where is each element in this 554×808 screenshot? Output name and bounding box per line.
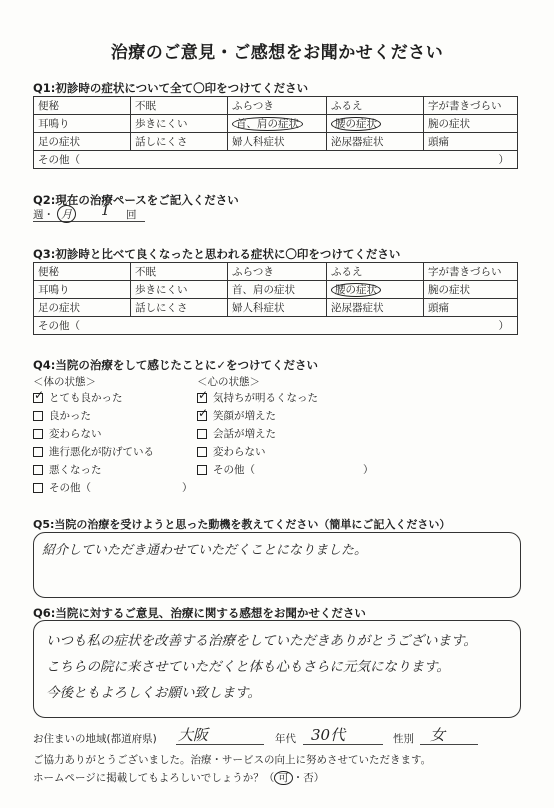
consent-separator: ・ (292, 772, 304, 784)
q1-cell-circled[interactable] (327, 115, 424, 133)
consent-close: ） (313, 772, 325, 784)
q4-mind-title: ＜心の状態＞ (197, 376, 260, 388)
sex-value: 女 (430, 726, 446, 744)
q1-cell[interactable]: 歩きにくい (131, 115, 228, 133)
q4-body-other-close: ） (182, 482, 193, 494)
q4-mind-option[interactable] (197, 426, 276, 441)
q5-answer-box[interactable] (33, 532, 521, 598)
q6-answer-line: こちらの院に来させていただくと体も心もさらに元気になります。 (46, 659, 450, 675)
sex-label: 性別 (393, 733, 414, 745)
q1-cell[interactable]: 字が書きづらい (424, 97, 518, 115)
q6-heading: Q6:当院に対するご意見、治療に関する感想をお聞かせください (33, 606, 366, 620)
q4-body-option[interactable] (33, 444, 154, 459)
q4-mind-label: 変わらない (213, 446, 266, 458)
q4-mind-label: 笑顔が増えた (213, 410, 276, 422)
q4-body-label: 悪くなった (49, 464, 102, 476)
q4-heading: Q4:当院の治療をして感じたことに✓をつけてください (33, 358, 319, 372)
q4-body-option[interactable] (33, 390, 123, 405)
q1-cell[interactable]: 婦人科症状 (228, 133, 327, 151)
q4-body-option[interactable] (33, 408, 91, 423)
q2-week-label: 週・ (33, 209, 54, 221)
checkbox-icon[interactable] (33, 411, 43, 421)
q4-mind-option[interactable] (197, 390, 318, 405)
sex-field[interactable] (420, 724, 478, 745)
q3-cell[interactable]: 泌尿器症状 (327, 299, 424, 317)
age-value: 30代 (311, 726, 346, 744)
q4-body-label: 進行悪化が防げている (49, 446, 154, 458)
q2-pace-field[interactable] (33, 205, 145, 222)
checkbox-icon[interactable] (197, 429, 207, 439)
q1-heading: Q1:初診時の症状について全て〇印をつけてください (33, 81, 309, 95)
checkbox-icon[interactable] (197, 447, 207, 457)
q1-other-label: その他（ (38, 154, 80, 166)
checkbox-icon[interactable] (33, 447, 43, 457)
q2-month-circled: 月 (57, 205, 76, 223)
q1-cell[interactable]: 腕の症状 (424, 115, 518, 133)
q2-heading: Q2:現在の治療ペースをご記入ください (33, 193, 239, 207)
q1-cell[interactable]: 足の症状 (34, 133, 131, 151)
q1-cell-circled[interactable] (228, 115, 327, 133)
q1-circled-neck-shoulder: 首、肩の症状 (232, 117, 303, 131)
q1-cell[interactable]: ふるえ (327, 97, 424, 115)
q4-body-label: その他（ (49, 482, 91, 494)
q4-mind-label: その他（ (213, 464, 255, 476)
q4-body-option[interactable] (33, 426, 102, 441)
q3-cell[interactable]: 耳鳴り (34, 281, 131, 299)
q3-symptom-table (33, 262, 518, 335)
q3-cell[interactable]: 腕の症状 (424, 281, 518, 299)
q5-answer-text: 紹介していただき通わせていただくことになりました。 (42, 543, 368, 558)
q4-body-title: ＜体の状態＞ (33, 376, 96, 388)
q1-cell[interactable]: 不眠 (131, 97, 228, 115)
q3-cell[interactable]: 話しにくさ (131, 299, 228, 317)
q2-count-value: 1 (101, 203, 110, 219)
age-field[interactable] (303, 724, 383, 745)
q3-cell-circled[interactable] (327, 281, 424, 299)
area-field[interactable] (176, 724, 264, 745)
thanks-text: ご協力ありがとうございました。治療・サービスの向上に努めさせていただきます。 (33, 754, 432, 766)
q3-circled-lower-back: 腰の症状 (331, 283, 381, 297)
q1-cell[interactable]: 話しにくさ (131, 133, 228, 151)
q4-mind-option[interactable] (197, 462, 255, 477)
q4-mind-label: 気持ちが明るくなった (213, 392, 318, 404)
q3-cell[interactable]: 婦人科症状 (228, 299, 327, 317)
consent-no[interactable]: 否 (303, 772, 314, 784)
q6-answer-box[interactable] (33, 620, 521, 718)
q3-cell[interactable]: 字が書きづらい (424, 263, 518, 281)
q1-other-row[interactable] (34, 151, 518, 169)
q6-answer-line: 今後ともよろしくお願い致します。 (46, 685, 261, 701)
consent-yes-circled[interactable]: 可 (274, 771, 293, 785)
q3-other-label: その他（ (38, 320, 80, 332)
checkbox-icon[interactable] (33, 483, 43, 493)
checkbox-icon[interactable] (33, 465, 43, 475)
q1-cell[interactable]: ふらつき (228, 97, 327, 115)
q3-cell[interactable]: ふらつき (228, 263, 327, 281)
q1-cell[interactable]: 頭痛 (424, 133, 518, 151)
q3-cell[interactable]: 頭痛 (424, 299, 518, 317)
checkbox-checked-icon[interactable] (197, 411, 207, 421)
q3-other-close: ） (498, 320, 509, 332)
q4-body-label: 良かった (49, 410, 91, 422)
q3-cell[interactable]: 足の症状 (34, 299, 131, 317)
q4-body-option[interactable] (33, 480, 91, 495)
area-label: お住まいの地域(都道府県) (33, 733, 157, 745)
age-label: 年代 (275, 733, 296, 745)
q4-mind-label: 会話が増えた (213, 428, 276, 440)
checkbox-icon[interactable] (33, 429, 43, 439)
q1-other-close: ） (498, 154, 509, 166)
q2-times-label: 回 (126, 209, 137, 221)
q6-answer-line: いつも私の症状を改善する治療をしていただきありがとうございます。 (46, 633, 477, 649)
q1-circled-lower-back: 腰の症状 (331, 117, 381, 131)
q4-mind-option[interactable] (197, 444, 266, 459)
checkbox-checked-icon[interactable] (33, 393, 43, 403)
page-title: 治療のご意見・ご感想をお聞かせください (110, 43, 444, 63)
q4-mind-other-close: ） (363, 464, 374, 476)
q1-cell[interactable]: 泌尿器症状 (327, 133, 424, 151)
q3-cell[interactable]: 歩きにくい (131, 281, 228, 299)
q4-body-option[interactable] (33, 462, 102, 477)
q3-cell[interactable]: 便秘 (34, 263, 131, 281)
q3-cell[interactable]: 首、肩の症状 (228, 281, 327, 299)
q4-mind-option[interactable] (197, 408, 276, 423)
homepage-question: ホームページに掲載してもよろしいでしょうか？（ (33, 772, 275, 784)
q3-other-row[interactable] (34, 317, 518, 335)
q1-cell[interactable]: 耳鳴り (34, 115, 131, 133)
q5-heading: Q5:当院の治療を受けようと思った動機を教えてください（簡単にご記入ください） (33, 518, 451, 531)
q1-cell[interactable]: 便秘 (34, 97, 131, 115)
checkbox-checked-icon[interactable] (197, 393, 207, 403)
homepage-consent (33, 770, 324, 785)
checkbox-icon[interactable] (197, 465, 207, 475)
q3-cell[interactable]: 不眠 (131, 263, 228, 281)
q4-body-label: とても良かった (49, 392, 123, 404)
area-value: 大阪 (178, 726, 209, 744)
q3-cell[interactable]: ふるえ (327, 263, 424, 281)
q4-body-label: 変わらない (49, 428, 102, 440)
q3-heading: Q3:初診時と比べて良くなったと思われる症状に〇印をつけてください (33, 247, 401, 261)
q1-symptom-table (33, 96, 518, 169)
